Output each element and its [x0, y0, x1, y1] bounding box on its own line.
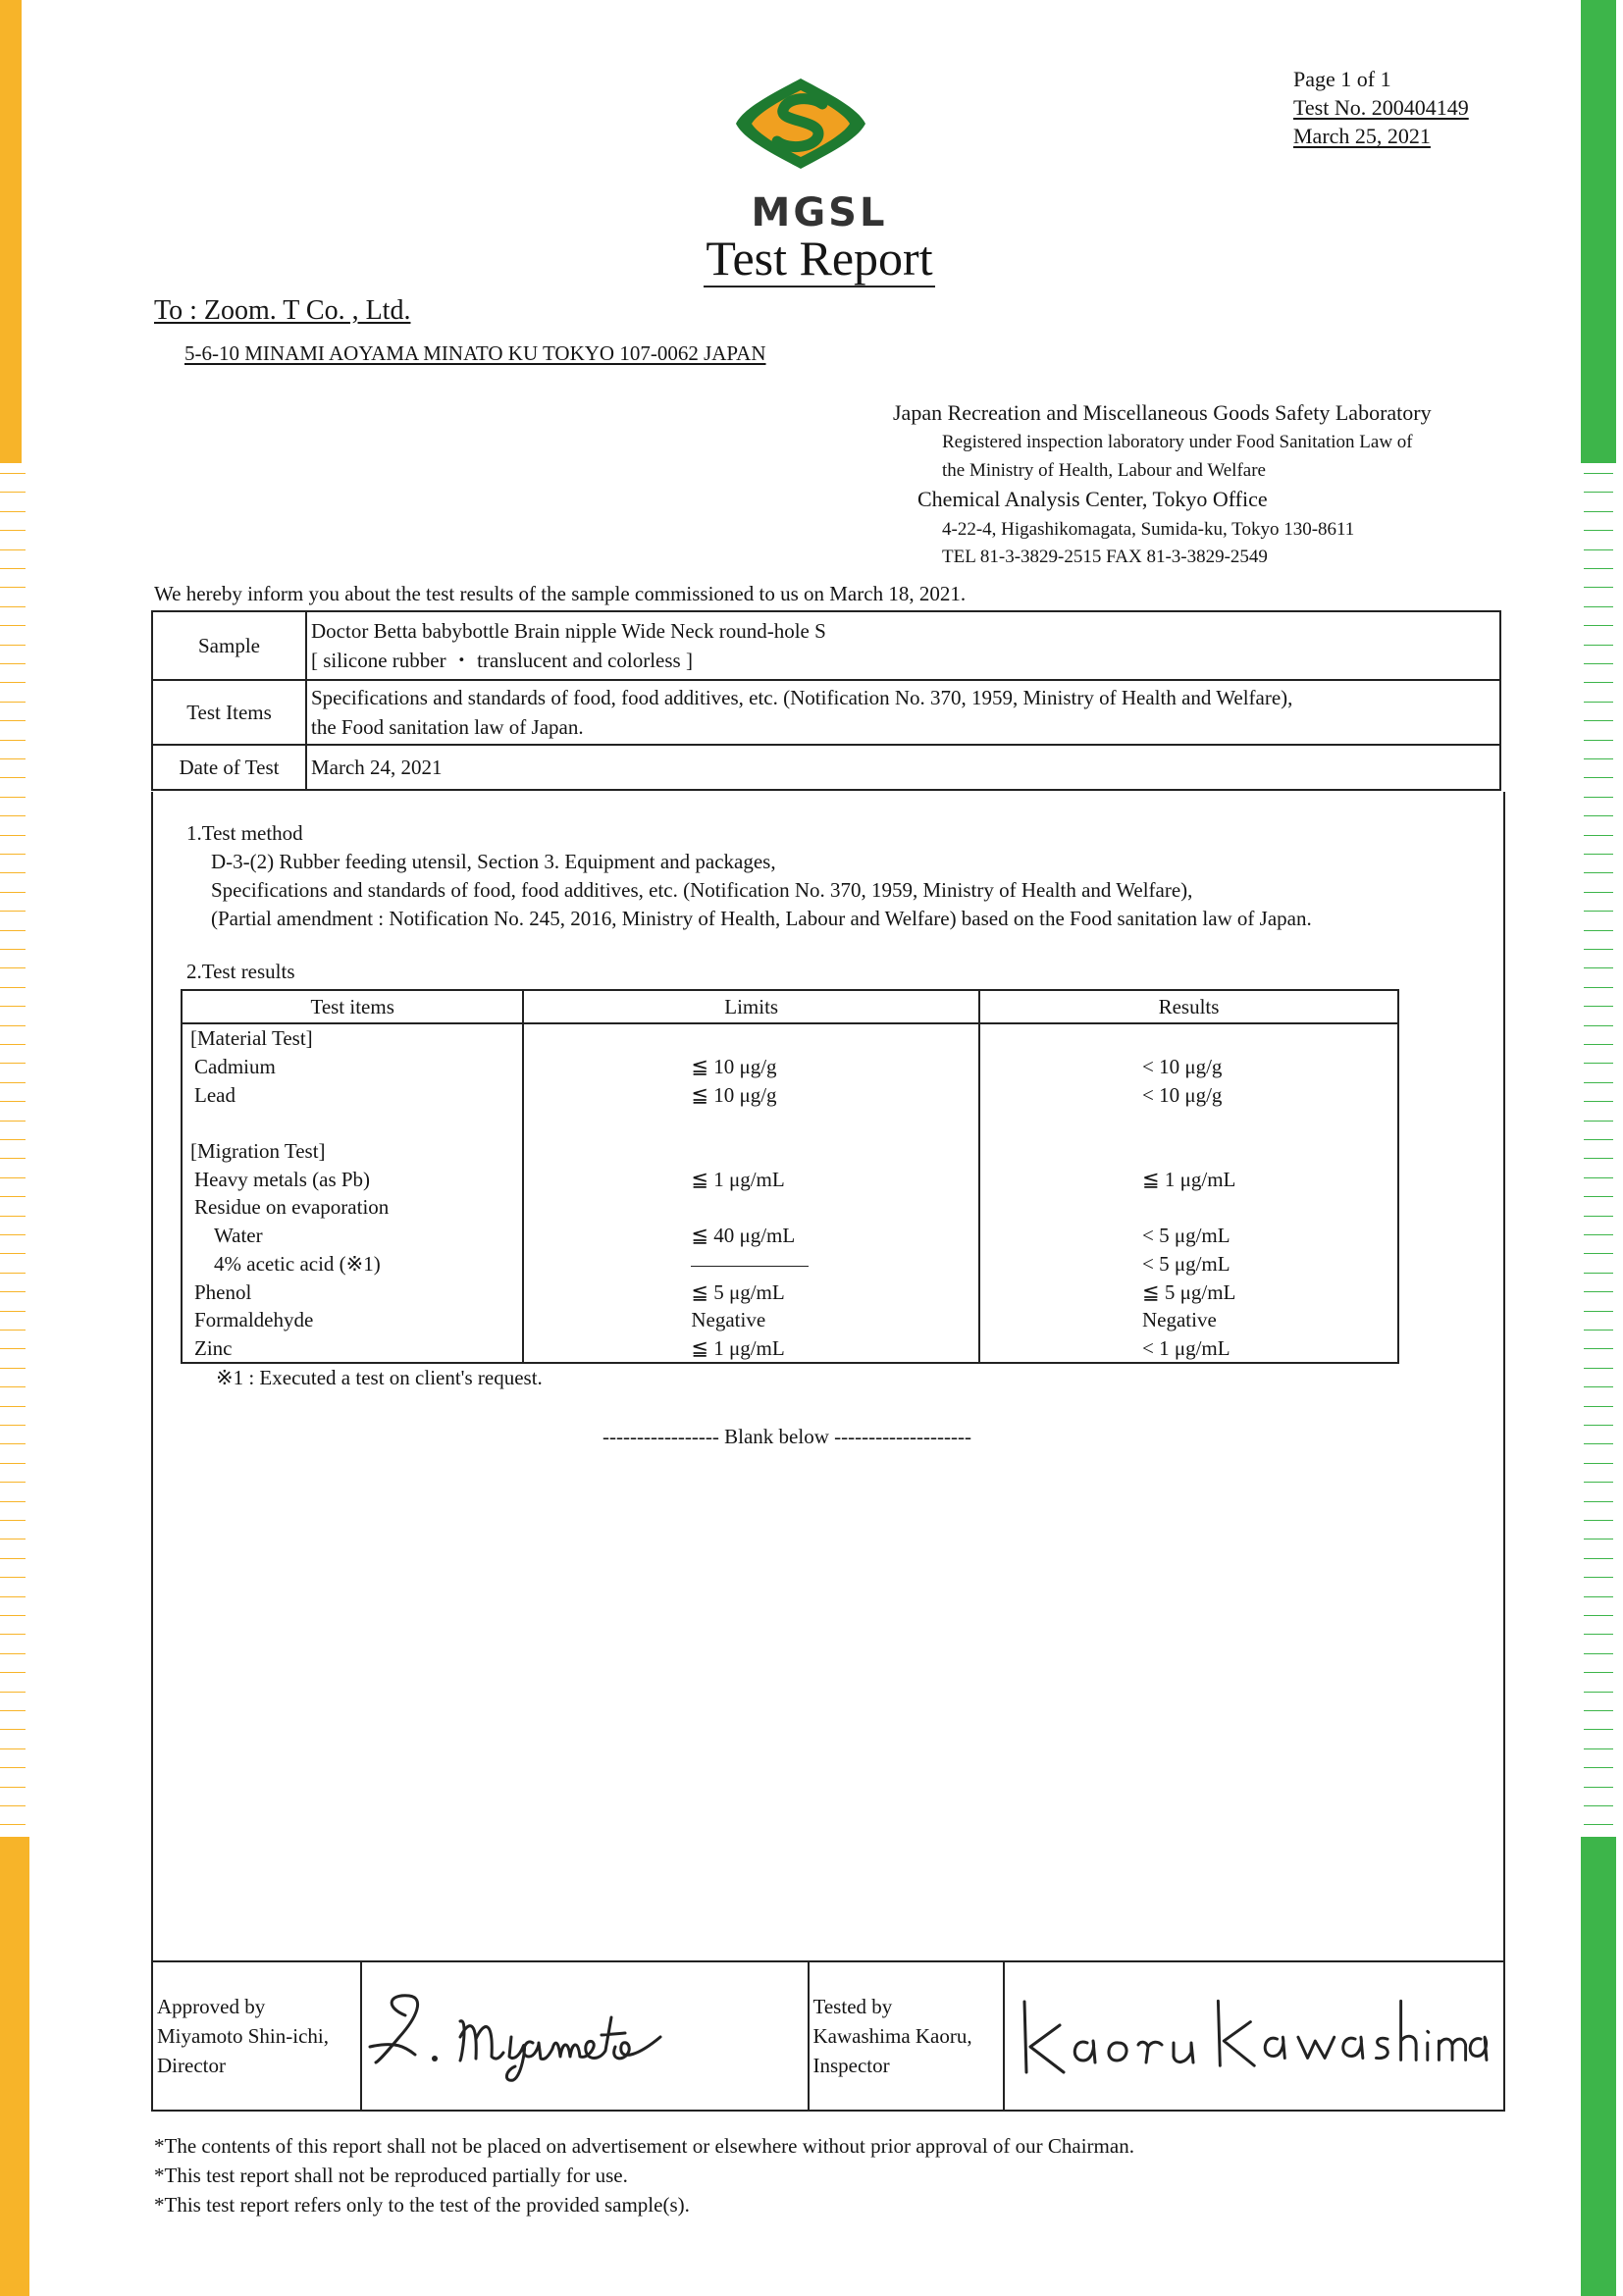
- ruler-tick: [1584, 1767, 1613, 1768]
- ruler-tick: [0, 967, 26, 968]
- tested-by-label: Tested by: [812, 1995, 893, 2018]
- table-row: [182, 1137, 1398, 1166]
- ruler-tick: [0, 530, 26, 531]
- ruler-tick: [1584, 682, 1613, 683]
- ruler-tick: [0, 911, 26, 912]
- ruler-tick: [1584, 872, 1613, 873]
- result-cell: [979, 1109, 1398, 1137]
- ruler-tick: [1584, 606, 1613, 607]
- ruler-tick: [0, 1710, 26, 1711]
- ruler-tick: [0, 720, 26, 721]
- test-items-line-1: Specifications and standards of food, food additives, etc. (Notification No. 370, 1959, Ministry of Health and Welfare),: [311, 686, 1293, 709]
- ruler-tick: [1584, 1577, 1613, 1578]
- sample-line-1: Doctor Betta babybottle Brain nipple Wide Neck round-hole S: [311, 619, 826, 643]
- ruler-tick: [1584, 1443, 1613, 1444]
- ruler-tick: [0, 702, 26, 703]
- document-title-text: Test Report: [706, 231, 933, 286]
- ruler-tick: [0, 1558, 26, 1559]
- ruler-tick: [0, 872, 26, 873]
- ruler-tick: [1584, 1482, 1613, 1483]
- brand-name: MGSL: [751, 190, 888, 235]
- ruler-tick: [1584, 1196, 1613, 1197]
- ruler-tick: [1584, 815, 1613, 816]
- test-item-cell: 4% acetic acid (※1): [182, 1250, 523, 1278]
- col-header-results: Results: [979, 990, 1398, 1023]
- ruler-tick: [1584, 1121, 1613, 1122]
- ruler-tick: [0, 740, 26, 741]
- approved-by-cell: [152, 1961, 361, 2111]
- ruler-tick: [0, 815, 26, 816]
- ruler-tick: [1584, 1063, 1613, 1064]
- ruler-tick: [1584, 1729, 1613, 1730]
- result-cell: ≦ 1 μg/mL: [979, 1165, 1398, 1193]
- right-green-stripe-bottom: [1581, 1837, 1616, 2296]
- ruler-tick: [0, 1748, 26, 1749]
- ruler-tick: [1584, 835, 1613, 836]
- test-items-line-2: the Food sanitation law of Japan.: [311, 715, 584, 739]
- sample-info-table: [151, 610, 1501, 791]
- ruler-tick: [1584, 1311, 1613, 1312]
- ruler-tick: [0, 1063, 26, 1064]
- ruler-tick: [1584, 1615, 1613, 1616]
- ruler-tick: [0, 568, 26, 569]
- result-cell: < 5 μg/mL: [979, 1222, 1398, 1250]
- result-cell: < 10 μg/g: [979, 1080, 1398, 1109]
- ruler-tick: [1584, 758, 1613, 759]
- left-orange-stripe-top: [0, 0, 22, 463]
- limit-cell: ≦ 1 μg/mL: [523, 1334, 979, 1364]
- ruler-tick: [0, 1425, 26, 1426]
- table-row: [182, 1053, 1398, 1081]
- ruler-tick: [0, 1615, 26, 1616]
- ruler-tick: [0, 1330, 26, 1331]
- ruler-tick: [0, 1520, 26, 1521]
- ruler-tick: [1584, 473, 1613, 474]
- ruler-tick: [1584, 587, 1613, 588]
- footer-disclaimers: [154, 2131, 1134, 2219]
- ruler-tick: [0, 1177, 26, 1178]
- ruler-tick: [0, 892, 26, 893]
- ruler-tick: [1584, 1501, 1613, 1502]
- ruler-tick: [1584, 1348, 1613, 1349]
- ruler-tick: [0, 1311, 26, 1312]
- test-items-label: Test Items: [152, 680, 306, 745]
- page-meta: [1293, 65, 1469, 150]
- tested-signature-icon: [1009, 1978, 1499, 2086]
- results-header-row: [182, 990, 1398, 1023]
- ruler-tick: [1584, 1234, 1613, 1235]
- limit-cell: ≦ 10 μg/g: [523, 1080, 979, 1109]
- date-of-test-label: Date of Test: [152, 745, 306, 790]
- limit-cell: ≦ 10 μg/g: [523, 1053, 979, 1081]
- table-row: [182, 1222, 1398, 1250]
- ruler-tick: [0, 949, 26, 950]
- table-row: [182, 1334, 1398, 1364]
- ruler-tick: [0, 1196, 26, 1197]
- result-cell: < 5 μg/mL: [979, 1250, 1398, 1278]
- left-orange-stripe-bottom: [0, 1837, 29, 2296]
- tested-by-name: Kawashima Kaoru,: [812, 2024, 972, 2048]
- document-title: [589, 230, 1050, 287]
- ruler-tick: [0, 1406, 26, 1407]
- ruler-tick: [0, 777, 26, 778]
- ruler-tick: [0, 1082, 26, 1083]
- footer-line-1: *The contents of this report shall not be placed on advertisement or elsewhere without prior approval of our Chairman.: [154, 2134, 1134, 2158]
- ruler-tick: [0, 854, 26, 855]
- ruler-tick: [1584, 1520, 1613, 1521]
- test-item-cell: Zinc: [182, 1334, 523, 1364]
- test-item-cell: Formaldehyde: [182, 1306, 523, 1334]
- ruler-tick: [0, 1463, 26, 1464]
- col-header-limits: Limits: [523, 990, 979, 1023]
- sample-label: Sample: [152, 611, 306, 680]
- tested-signature-cell: [1004, 1961, 1504, 2111]
- ruler-tick: [1584, 511, 1613, 512]
- tested-by-title: Inspector: [812, 2054, 890, 2077]
- lab-center: Chemical Analysis Center, Tokyo Office: [917, 487, 1268, 511]
- lab-contact: TEL 81-3-3829-2515 FAX 81-3-3829-2549: [942, 547, 1268, 567]
- ruler-tick: [0, 1767, 26, 1768]
- approved-signature-icon: [366, 1978, 778, 2086]
- test-method-section: [186, 819, 1312, 933]
- limit-cell: [523, 1193, 979, 1222]
- ruler-tick: [1584, 492, 1613, 493]
- ruler-tick: [0, 1348, 26, 1349]
- ruler-tick: [0, 1101, 26, 1102]
- table-row: [182, 1023, 1398, 1053]
- test-item-cell: Residue on evaporation: [182, 1193, 523, 1222]
- test-method-heading: 1.Test method: [186, 821, 303, 845]
- ruler-tick: [1584, 530, 1613, 531]
- ruler-tick: [0, 663, 26, 664]
- test-item-cell: [Material Test]: [182, 1023, 523, 1053]
- ruler-tick: [0, 1234, 26, 1235]
- ruler-tick: [0, 1158, 26, 1159]
- ruler-tick: [1584, 1082, 1613, 1083]
- ruler-tick: [0, 1044, 26, 1045]
- ruler-tick: [1584, 1044, 1613, 1045]
- ruler-tick: [1584, 797, 1613, 798]
- result-cell: ≦ 5 μg/mL: [979, 1278, 1398, 1306]
- test-method-line-2: Specifications and standards of food, food additives, etc. (Notification No. 370, 1959, Ministry of Health and Welfare),: [211, 878, 1193, 902]
- test-item-cell: Heavy metals (as Pb): [182, 1165, 523, 1193]
- date-of-test-row: [152, 745, 1500, 790]
- ruler-tick: [1584, 1406, 1613, 1407]
- limit-cell: ≦ 40 μg/mL: [523, 1222, 979, 1250]
- limit-cell: [523, 1023, 979, 1053]
- limit-cell: ≦ 1 μg/mL: [523, 1165, 979, 1193]
- ruler-tick: [0, 987, 26, 988]
- test-item-cell: Lead: [182, 1080, 523, 1109]
- ruler-tick: [1584, 625, 1613, 626]
- table-row: [182, 1109, 1398, 1137]
- test-results-table: [181, 989, 1399, 1364]
- not-applicable-dash: [691, 1266, 809, 1267]
- ruler-tick: [0, 1692, 26, 1693]
- ruler-tick: [1584, 1787, 1613, 1788]
- ruler-tick: [1584, 1101, 1613, 1102]
- test-item-cell: Phenol: [182, 1278, 523, 1306]
- limit-cell: [523, 1137, 979, 1166]
- ruler-tick: [1584, 1653, 1613, 1654]
- ruler-tick: [1584, 911, 1613, 912]
- result-cell: [979, 1137, 1398, 1166]
- ruler-tick: [1584, 967, 1613, 968]
- ruler-tick: [0, 682, 26, 683]
- sample-row: [152, 611, 1500, 680]
- result-cell: [979, 1193, 1398, 1222]
- limit-cell: [523, 1109, 979, 1137]
- approved-signature-cell: [361, 1961, 808, 2111]
- ruler-tick: [0, 1634, 26, 1635]
- approved-by-label: Approved by: [157, 1995, 266, 2018]
- ruler-tick: [0, 1121, 26, 1122]
- footer-line-3: *This test report refers only to the test of the provided sample(s).: [154, 2193, 690, 2217]
- lab-registered-1: Registered inspection laboratory under Food Sanitation Law of: [942, 432, 1413, 452]
- table-row: [182, 1193, 1398, 1222]
- ruler-tick: [0, 606, 26, 607]
- test-item-cell: [Migration Test]: [182, 1137, 523, 1166]
- table-row: [182, 1250, 1398, 1278]
- table-row: [182, 1165, 1398, 1193]
- ruler-tick: [1584, 740, 1613, 741]
- lab-name: Japan Recreation and Miscellaneous Goods Safety Laboratory: [893, 400, 1432, 425]
- test-results-heading: 2.Test results: [186, 960, 295, 983]
- ruler-tick: [1584, 854, 1613, 855]
- ruler-tick: [1584, 702, 1613, 703]
- ruler-tick: [1584, 645, 1613, 646]
- ruler-tick: [1584, 1158, 1613, 1159]
- ruler-tick: [1584, 1216, 1613, 1217]
- ruler-tick: [0, 1216, 26, 1217]
- approved-by-title: Director: [157, 2054, 226, 2077]
- ruler-tick: [1584, 1253, 1613, 1254]
- sample-line-2: [ silicone rubber ・ translucent and colorless ]: [311, 649, 693, 672]
- right-green-stripe-top: [1581, 0, 1616, 463]
- result-cell: < 10 μg/g: [979, 1053, 1398, 1081]
- ruler-tick: [0, 1025, 26, 1026]
- approved-by-name: Miyamoto Shin-ichi,: [157, 2024, 329, 2048]
- ruler-tick: [1584, 1330, 1613, 1331]
- test-item-cell: Cadmium: [182, 1053, 523, 1081]
- ruler-tick: [0, 492, 26, 493]
- ruler-tick: [0, 1253, 26, 1254]
- limit-cell: [523, 1250, 979, 1278]
- ruler-tick: [1584, 1672, 1613, 1673]
- limit-cell: Negative: [523, 1306, 979, 1334]
- ruler-tick: [0, 1824, 26, 1825]
- ruler-tick: [1584, 1710, 1613, 1711]
- ruler-tick: [1584, 987, 1613, 988]
- table-row: [182, 1080, 1398, 1109]
- footer-line-2: *This test report shall not be reproduced partially for use.: [154, 2164, 628, 2187]
- test-item-cell: Water: [182, 1222, 523, 1250]
- results-footnote: ※1 : Executed a test on client's request.: [216, 1366, 543, 1389]
- result-cell: Negative: [979, 1306, 1398, 1334]
- test-item-cell: [182, 1109, 523, 1137]
- mgsl-logo-icon: [732, 75, 869, 173]
- test-items-row: [152, 680, 1500, 745]
- ruler-tick: [1584, 663, 1613, 664]
- test-items-value: [306, 680, 1500, 745]
- ruler-tick: [0, 549, 26, 550]
- recipient-name: To : Zoom. T Co. , Ltd.: [154, 295, 411, 326]
- ruler-tick: [1584, 1386, 1613, 1387]
- ruler-tick: [1584, 1558, 1613, 1559]
- ruler-tick: [1584, 949, 1613, 950]
- ruler-tick: [0, 758, 26, 759]
- inform-statement: We hereby inform you about the test results of the sample commissioned to us on March 18, 2021.: [154, 582, 967, 605]
- report-date: March 25, 2021: [1293, 124, 1431, 148]
- ruler-tick: [1584, 1748, 1613, 1749]
- ruler-tick: [0, 1577, 26, 1578]
- ruler-tick: [1584, 1805, 1613, 1806]
- ruler-tick: [1584, 1368, 1613, 1369]
- ruler-tick: [1584, 1291, 1613, 1292]
- lab-registered-2: the Ministry of Health, Labour and Welfare: [942, 460, 1266, 481]
- ruler-tick: [1584, 1006, 1613, 1007]
- col-header-test-items: Test items: [182, 990, 523, 1023]
- signature-table: [151, 1960, 1505, 2112]
- ruler-tick: [0, 1273, 26, 1274]
- ruler-tick: [0, 1443, 26, 1444]
- sample-value: [306, 611, 1500, 680]
- ruler-tick: [1584, 1177, 1613, 1178]
- ruler-tick: [0, 511, 26, 512]
- ruler-tick: [0, 645, 26, 646]
- ruler-tick: [1584, 568, 1613, 569]
- ruler-tick: [0, 587, 26, 588]
- table-row: [182, 1278, 1398, 1306]
- test-method-line-1: D-3-(2) Rubber feeding utensil, Section 3. Equipment and packages,: [211, 850, 776, 873]
- blank-below-marker: ----------------- Blank below --------------------: [602, 1425, 971, 1448]
- ruler-tick: [0, 1482, 26, 1483]
- test-method-line-3: (Partial amendment : Notification No. 245, 2016, Ministry of Health, Labour and Welfare) based on the Food sanitation law of Japan.: [211, 907, 1312, 930]
- ruler-tick: [0, 473, 26, 474]
- result-cell: < 1 μg/mL: [979, 1334, 1398, 1364]
- recipient-address: 5-6-10 MINAMI AOYAMA MINATO KU TOKYO 107-0062 JAPAN: [184, 341, 766, 365]
- ruler-tick: [1584, 777, 1613, 778]
- test-number: Test No. 200404149: [1293, 95, 1469, 120]
- page-number: Page 1 of 1: [1293, 67, 1391, 91]
- ruler-tick: [0, 1672, 26, 1673]
- ruler-tick: [1584, 1596, 1613, 1597]
- ruler-tick: [1584, 1692, 1613, 1693]
- results-body: [182, 1023, 1398, 1363]
- ruler-tick: [0, 1139, 26, 1140]
- table-row: [182, 1306, 1398, 1334]
- ruler-tick: [1584, 1634, 1613, 1635]
- ruler-tick: [1584, 720, 1613, 721]
- date-of-test-value: March 24, 2021: [306, 745, 1500, 790]
- ruler-tick: [1584, 1273, 1613, 1274]
- ruler-tick: [0, 1368, 26, 1369]
- tested-by-cell: [809, 1961, 1005, 2111]
- ruler-tick: [0, 797, 26, 798]
- ruler-tick: [1584, 892, 1613, 893]
- ruler-tick: [1584, 1463, 1613, 1464]
- lab-address: 4-22-4, Higashikomagata, Sumida-ku, Tokyo 130-8611: [942, 519, 1355, 540]
- result-cell: [979, 1023, 1398, 1053]
- ruler-tick: [1584, 549, 1613, 550]
- ruler-tick: [0, 1805, 26, 1806]
- ruler-tick: [0, 930, 26, 931]
- ruler-tick: [0, 1006, 26, 1007]
- ruler-tick: [0, 1386, 26, 1387]
- limit-cell: ≦ 5 μg/mL: [523, 1278, 979, 1306]
- ruler-tick: [1584, 1025, 1613, 1026]
- ruler-tick: [1584, 1824, 1613, 1825]
- ruler-tick: [0, 1501, 26, 1502]
- ruler-tick: [1584, 1139, 1613, 1140]
- ruler-tick: [1584, 930, 1613, 931]
- ruler-tick: [0, 1787, 26, 1788]
- ruler-tick: [1584, 1425, 1613, 1426]
- ruler-tick: [0, 625, 26, 626]
- ruler-tick: [0, 1729, 26, 1730]
- ruler-tick: [0, 1653, 26, 1654]
- signature-row: [152, 1961, 1504, 2111]
- ruler-tick: [0, 1596, 26, 1597]
- ruler-tick: [0, 835, 26, 836]
- ruler-tick: [0, 1291, 26, 1292]
